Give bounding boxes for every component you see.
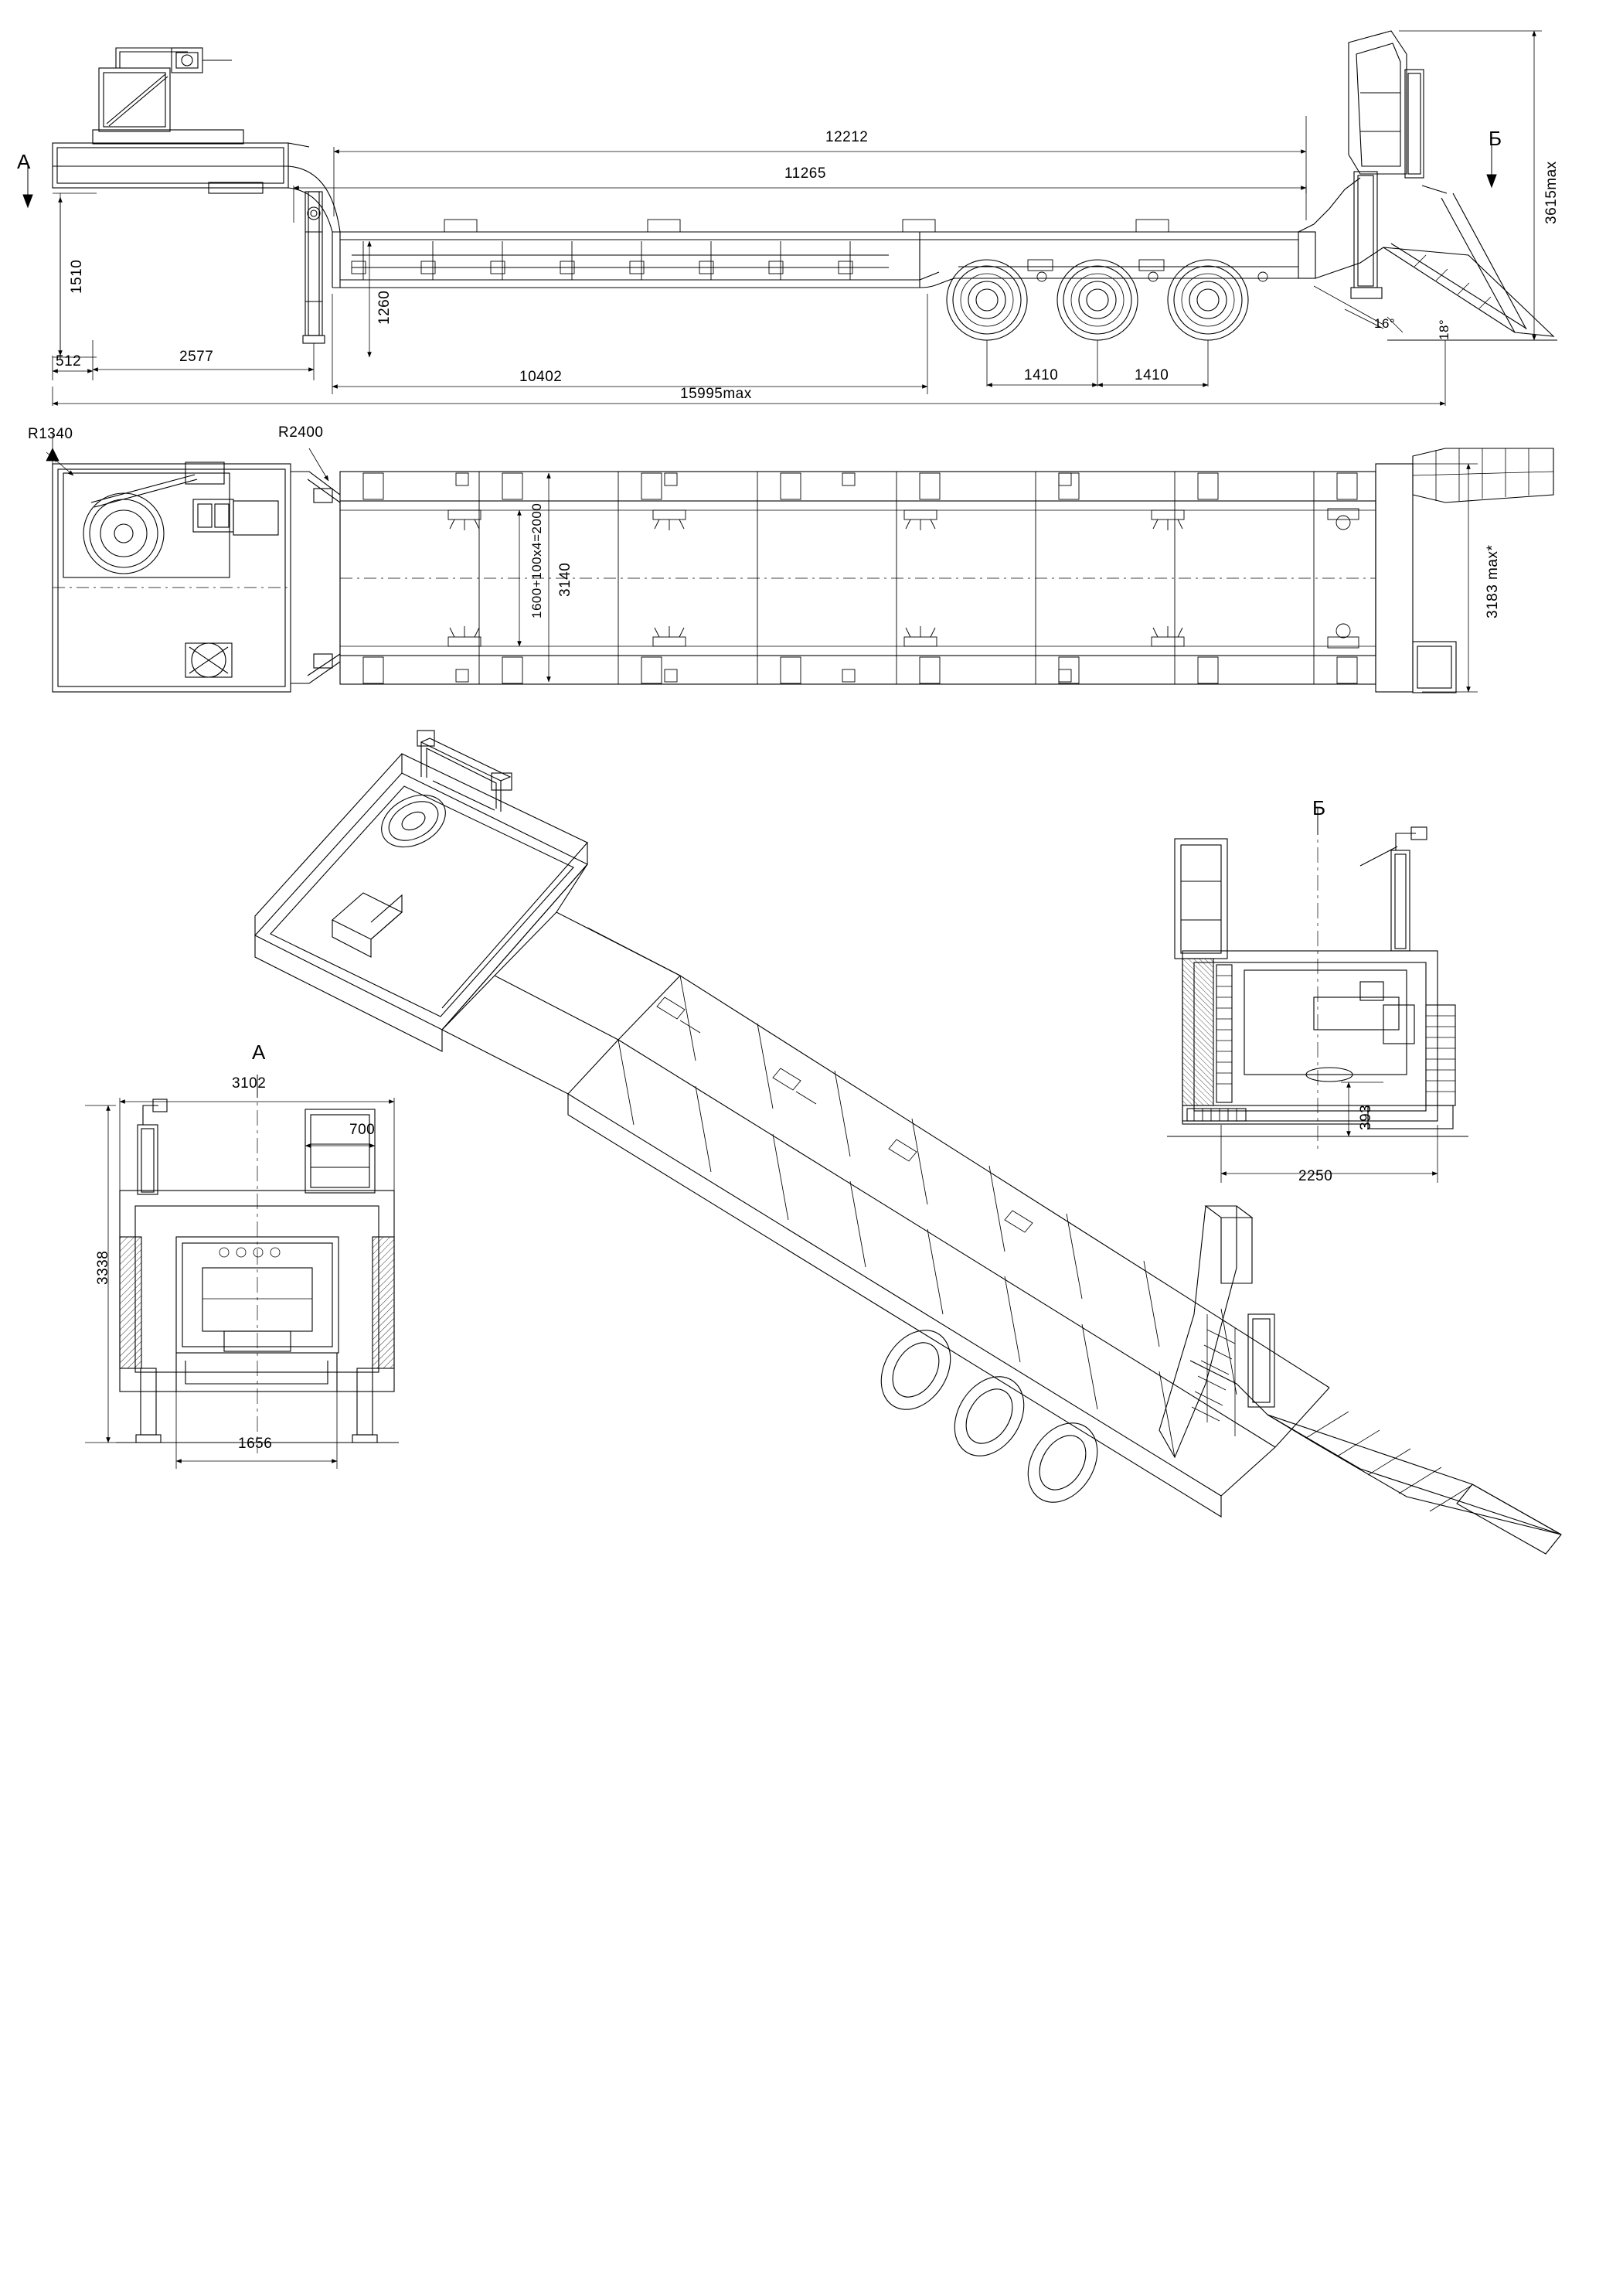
- dim-overall-top-2: 11265: [784, 165, 826, 182]
- dim-track-inner: 1656: [238, 1436, 273, 1452]
- side-elevation-view: [53, 31, 1560, 343]
- dim-lashing-spacing: 1600+100x4=2000: [529, 502, 544, 618]
- top-plan-view: [53, 448, 1553, 693]
- dim-turn-radius: R2400: [278, 424, 324, 441]
- dim-front-overall-height: 3338: [95, 1250, 111, 1285]
- dim-deck-width-inner: 3140: [557, 562, 573, 597]
- dim-axle-spacing-1: 1410: [1024, 367, 1059, 383]
- dim-overall-width-max: 3183 max*: [1485, 544, 1501, 618]
- isometric-view: [255, 731, 1561, 1554]
- dim-deck-height: 1260: [376, 290, 393, 325]
- side-view-dimension-lines: [53, 31, 1542, 406]
- view-letter-b-side: Б: [1489, 127, 1503, 150]
- dim-rear-ground-clearance: 393: [1358, 1104, 1374, 1130]
- view-letter-a-side: A: [17, 150, 32, 173]
- dim-gooseneck-top-width: 700: [349, 1122, 376, 1138]
- dim-deck-length: 10402: [519, 369, 563, 385]
- front-view-a: [116, 1082, 399, 1453]
- dim-kingpin-to-deck: 2577: [179, 349, 214, 365]
- rear-view-b: [1167, 819, 1468, 1152]
- view-direction-arrows: [23, 143, 1496, 1098]
- dim-overall-top-1: 12212: [825, 129, 869, 145]
- dim-front-overhang: 512: [56, 353, 82, 370]
- dim-overall-length: 15995max: [680, 386, 752, 402]
- dim-axle-spacing-2: 1410: [1135, 367, 1169, 383]
- dim-front-radius: R1340: [28, 426, 73, 442]
- view-letter-b-rear: Б: [1312, 796, 1327, 819]
- dim-gooseneck-height: 1510: [69, 259, 85, 294]
- dim-front-overall-width: 3102: [232, 1075, 267, 1092]
- dim-ramp-angle-2: 18°: [1437, 319, 1451, 340]
- dim-rear-height-max: 3615max: [1543, 161, 1560, 224]
- dim-ramp-angle-1: 16°: [1374, 316, 1396, 331]
- dim-rear-track-width: 2250: [1298, 1168, 1333, 1184]
- view-letter-a-front: A: [252, 1041, 267, 1064]
